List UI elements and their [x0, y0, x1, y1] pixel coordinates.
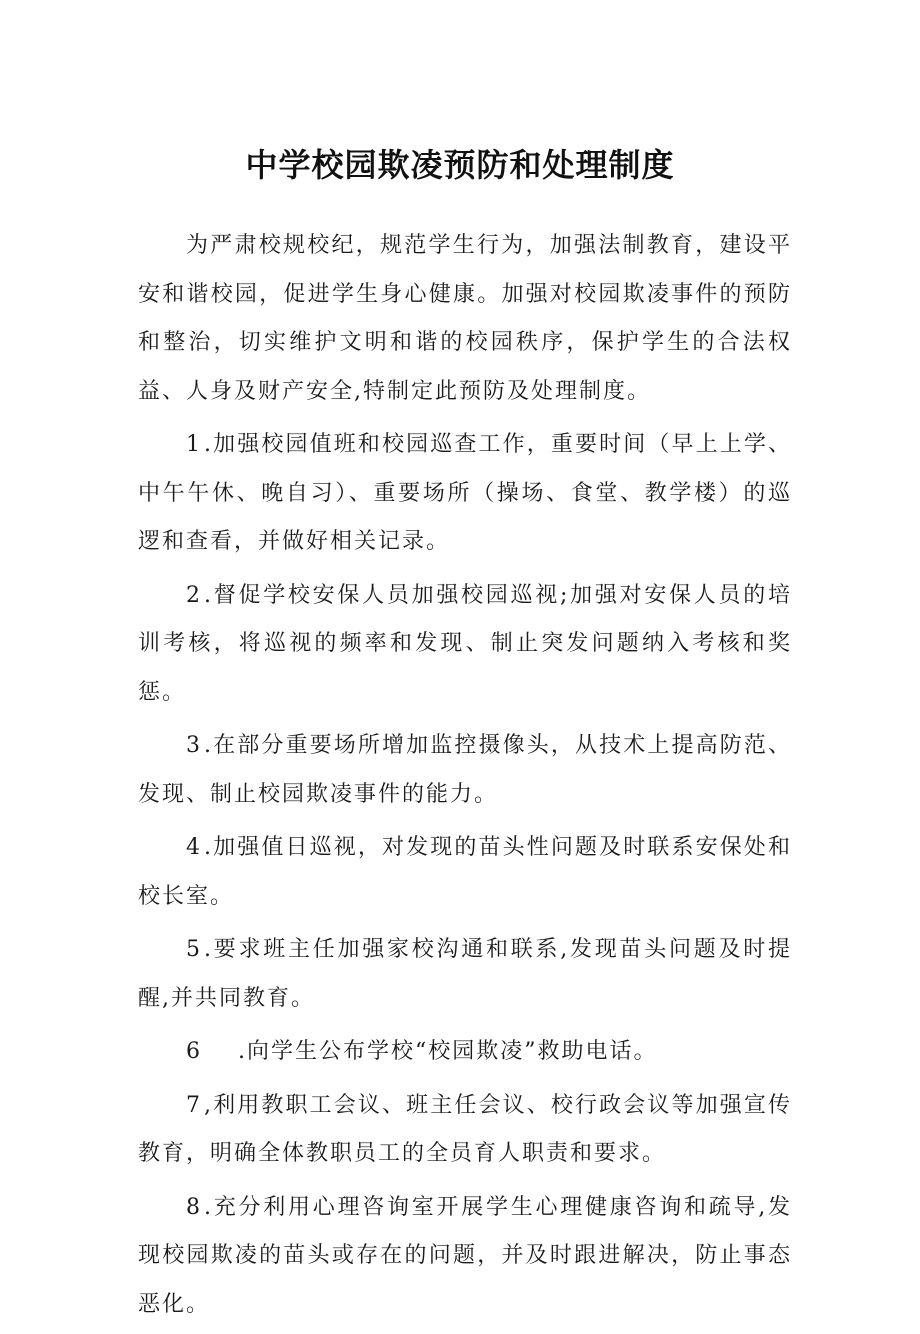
list-item [138, 1082, 792, 1179]
item-number: 7 [186, 1092, 202, 1118]
item-text: .充分利用心理咨询室开展学生心理健康咨询和疏导,发现校园欺凌的苗头或存在的问题，并及时跟进解决，防止事态恶化。 [138, 1194, 792, 1317]
item-text: .加强值日巡视，对发现的苗头性问题及时联系安保处和校长室。 [138, 835, 792, 909]
item-number: 1 [186, 432, 202, 457]
item-number: 8 [186, 1194, 202, 1220]
list-item [138, 722, 792, 819]
document-body [138, 222, 792, 1334]
item-number: 6 [186, 1039, 202, 1064]
list-item [138, 1028, 792, 1077]
item-number: 4 [186, 835, 202, 860]
item-text: .在部分重要场所增加监控摄像头，从技术上提高防范、发现、制止校园欺凌事件的能力。 [138, 733, 792, 807]
item-text: .向学生公布学校“校园欺凌”救助电话。 [238, 1039, 658, 1064]
list-item [138, 926, 792, 1023]
item-text: .督促学校安保人员加强校园巡视;加强对安保人员的培训考核，将巡视的频率和发现、制止突发问题纳入考核和奖惩。 [138, 582, 792, 705]
document-title: 中学校园欺凌预防和处理制度 [245, 146, 675, 184]
item-number: 5 [186, 937, 202, 962]
list-item [138, 824, 792, 921]
item-number: 2 [186, 582, 202, 608]
list-item [138, 421, 792, 567]
list-item [138, 572, 792, 718]
list-item [138, 1184, 792, 1330]
item-text: .加强校园值班和校园巡查工作，重要时间（早上上学、中午午休、晚自习）、重要场所（操场、食堂、教学楼）的巡逻和查看，并做好相关记录。 [138, 432, 792, 554]
intro-paragraph: 为严肃校规校纪，规范学生行为，加强法制教育，建设平安和谐校园，促进学生身心健康。加强对校园欺凌事件的预防和整治，切实维护文明和谐的校园秩序，保护学生的合法权益、人身及财产安全,特制定此预防及处理制度。 [138, 233, 792, 404]
item-text: ,利用教职工会议、班主任会议、校行政会议等加强宣传教育，明确全体教职员工的全员育人职责和要求。 [138, 1092, 792, 1166]
item-text: .要求班主任加强家校沟通和联系,发现苗头问题及时提醒,并共同教育。 [138, 937, 792, 1011]
item-number: 3 [186, 733, 202, 758]
